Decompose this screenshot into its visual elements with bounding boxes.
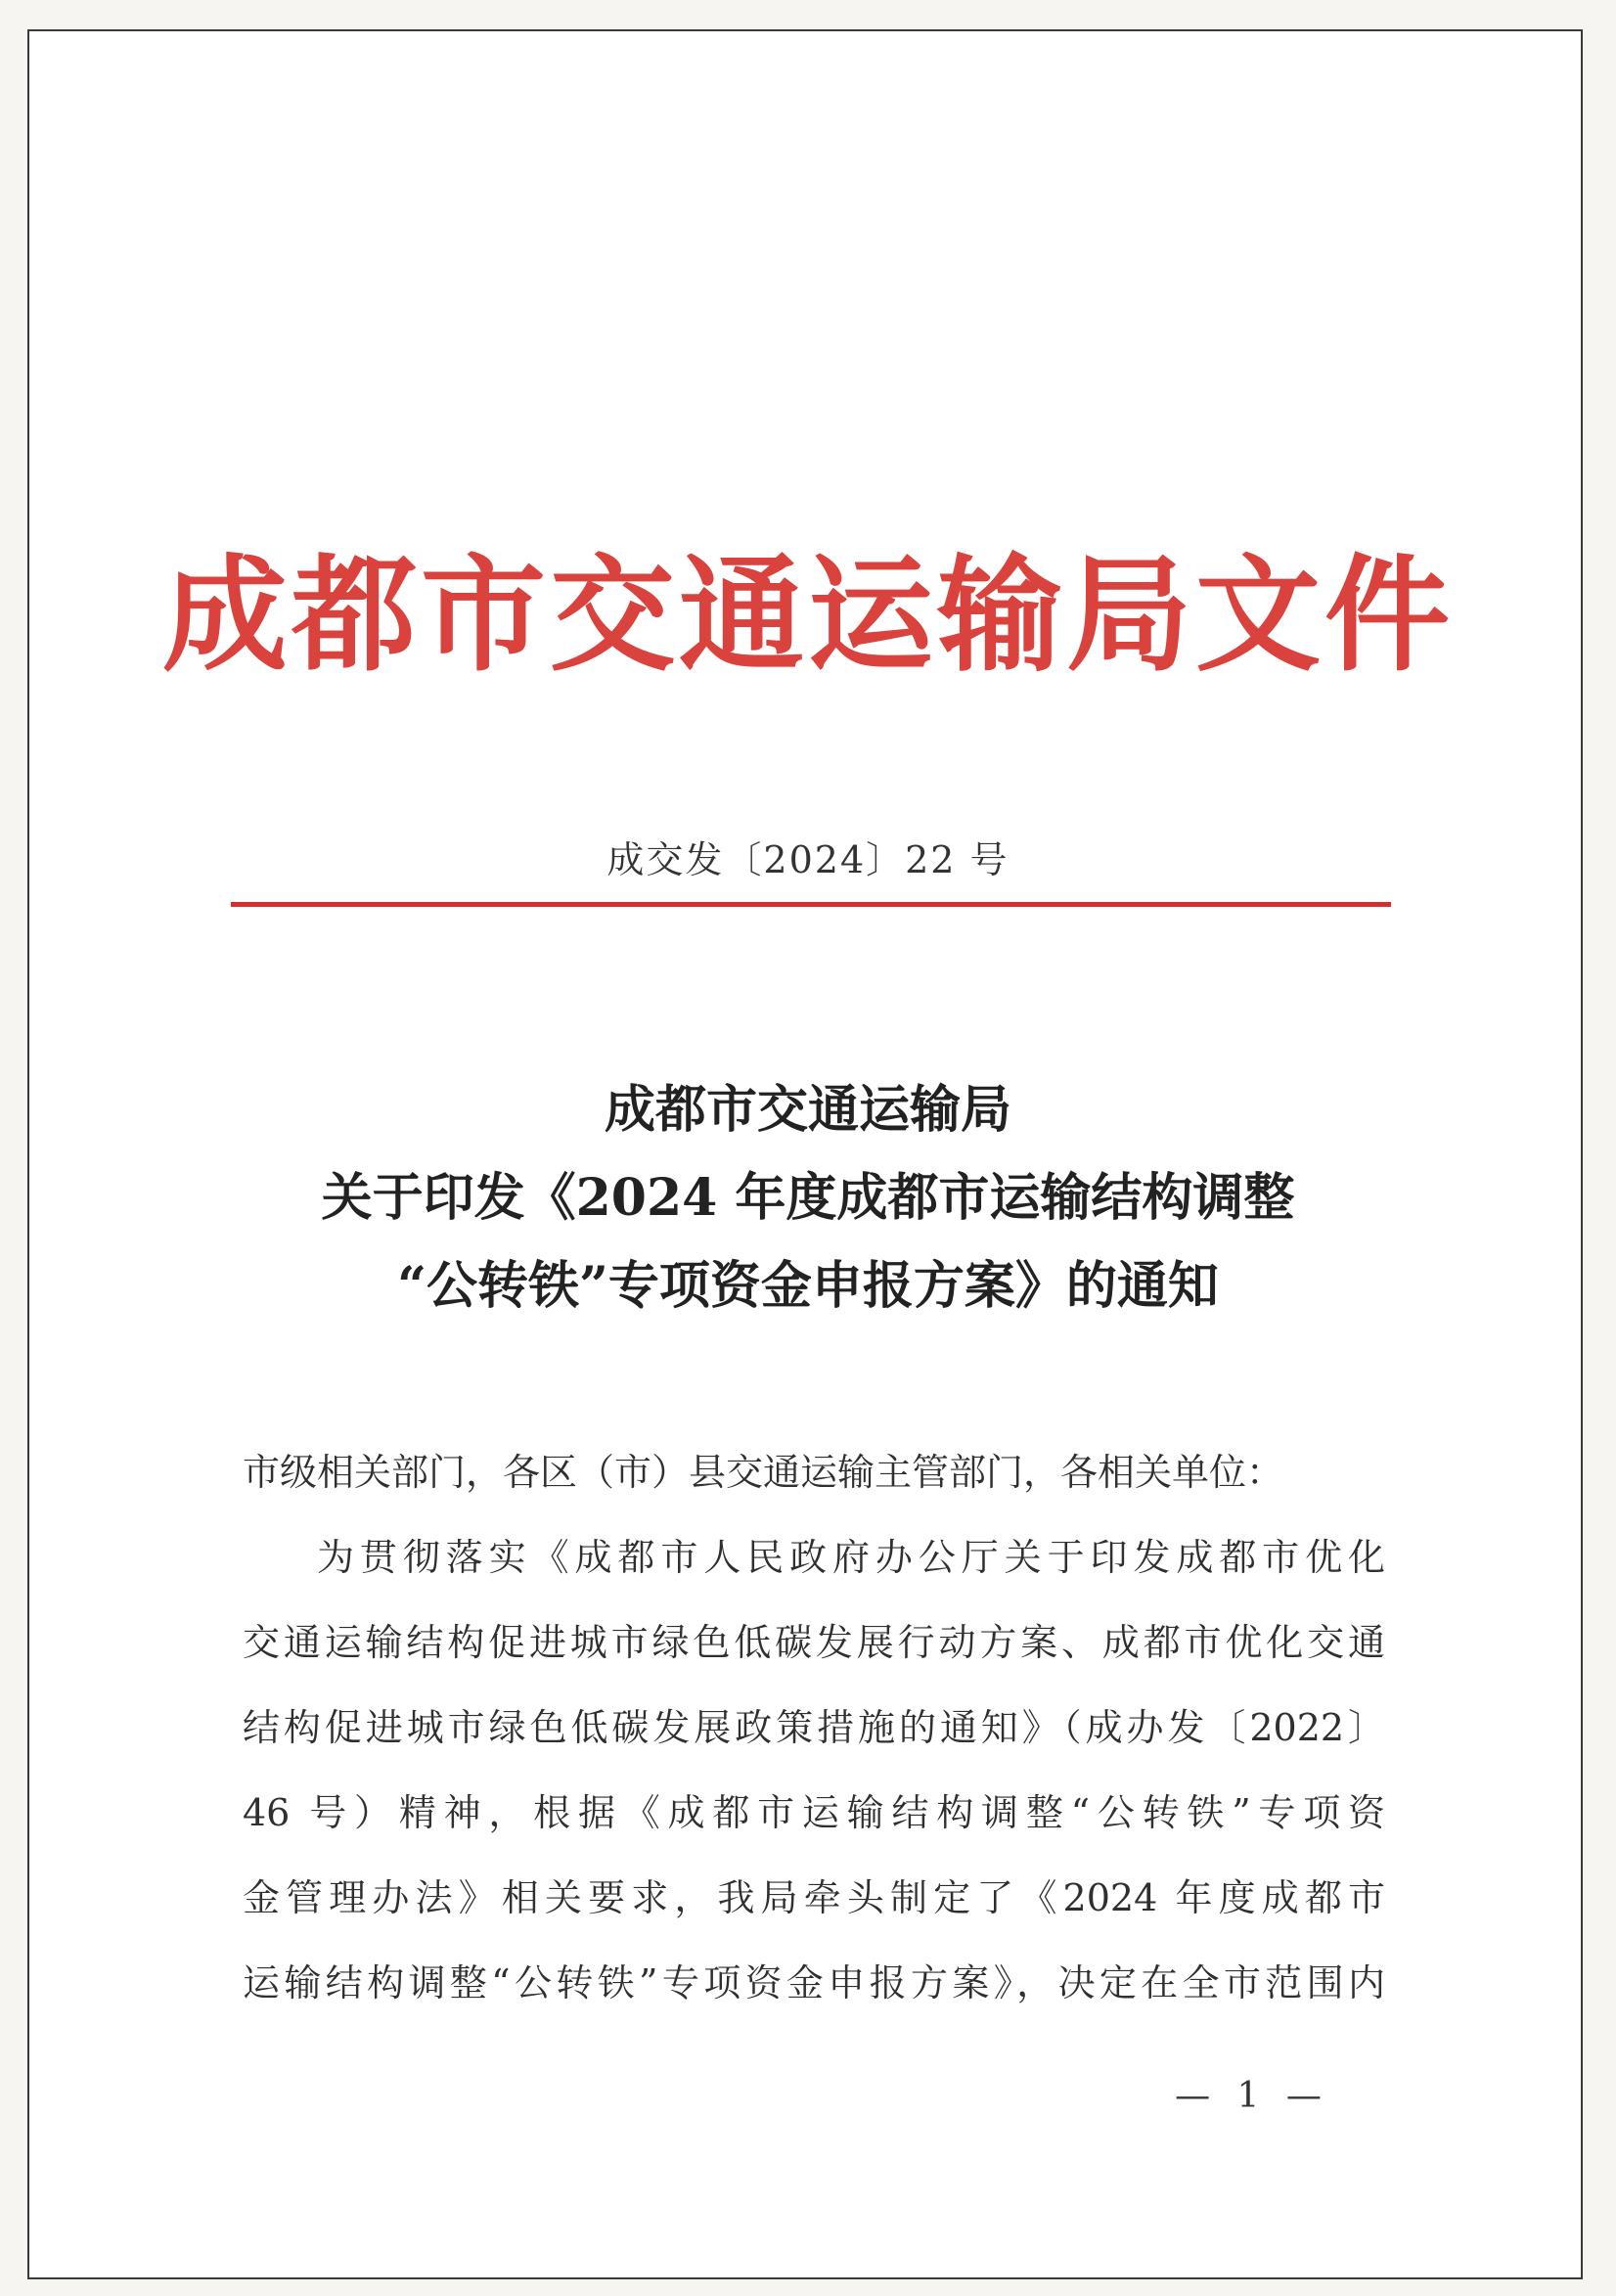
- paragraph-line: 为贯彻落实《成都市人民政府办公厅关于印发成都市优化: [317, 1536, 1385, 1579]
- red-separator-rule: [231, 902, 1391, 907]
- paragraph-line: 交通运输结构促进城市绿色低碳发展行动方案、成都市优化交通: [243, 1621, 1385, 1664]
- paragraph-line: 运输结构调整“公转铁”专项资金申报方案》，决定在全市范围内: [243, 1961, 1385, 2004]
- paragraph-line: 金管理办法》相关要求，我局牵头制定了《2024 年度成都市: [243, 1876, 1385, 1919]
- document-number: 成交发〔2024〕22 号: [606, 838, 1010, 881]
- notice-body: [243, 1430, 1385, 2026]
- paragraph-line: 结构促进城市绿色低碳发展政策措施的通知》（成办发〔2022〕: [243, 1706, 1385, 1749]
- page-number: — 1 —: [1175, 2076, 1329, 2116]
- notice-title-line: 成都市交通运输局: [604, 1080, 1011, 1140]
- document-header-title: 成都市交通运输局文件: [161, 542, 1454, 689]
- notice-title: [0, 1066, 1616, 1330]
- notice-title-line: “公转铁”专项资金申报方案》的通知: [397, 1256, 1219, 1316]
- salutation: 市级相关部门，各区（市）县交通运输主管部门，各相关单位：: [243, 1451, 1284, 1494]
- paragraph-line: 46 号）精神，根据《成都市运输结构调整“公转铁”专项资: [243, 1791, 1385, 1834]
- notice-title-line: 关于印发《2024 年度成都市运输结构调整: [321, 1168, 1295, 1228]
